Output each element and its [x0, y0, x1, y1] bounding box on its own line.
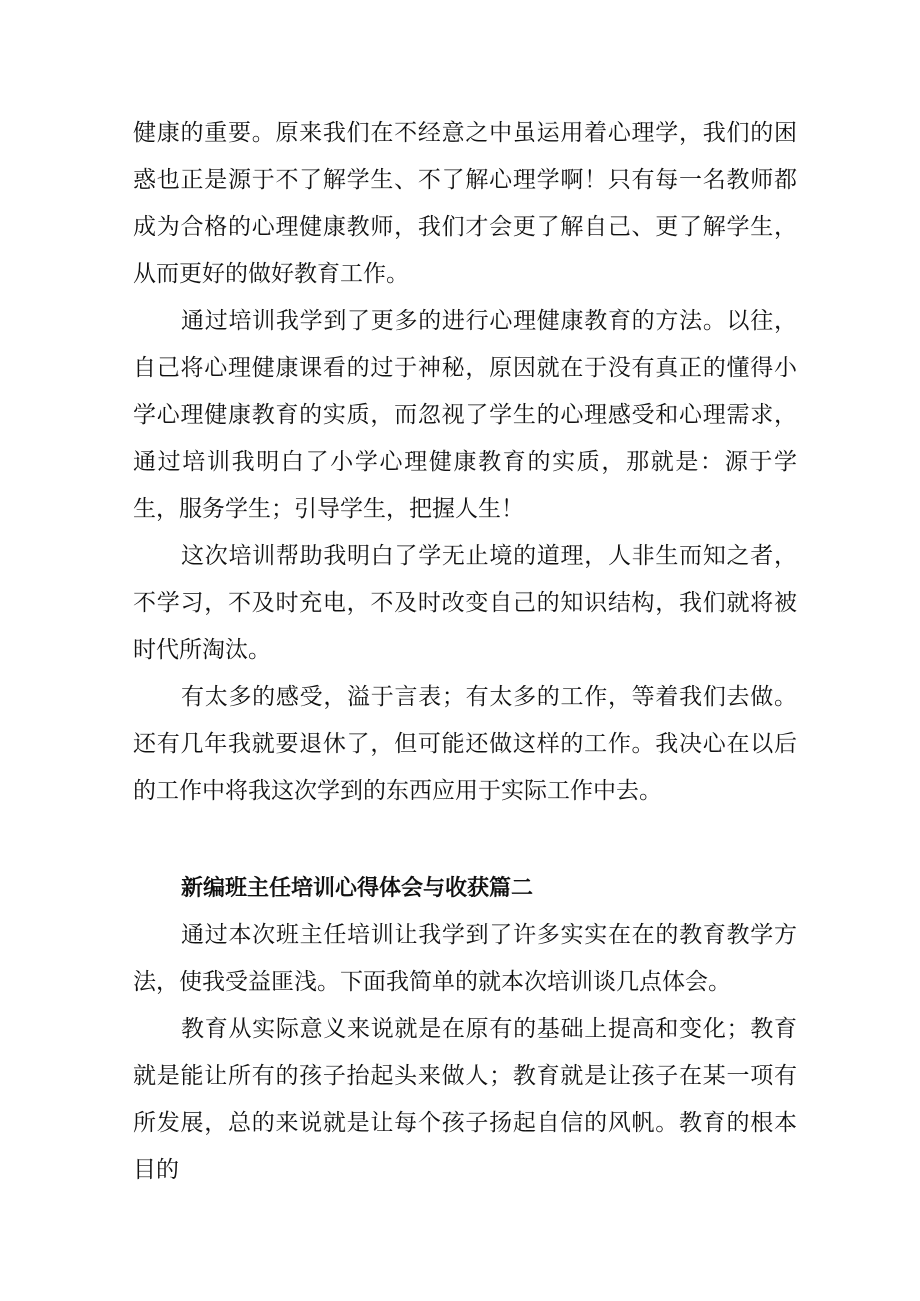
- paragraph-education-meaning: 教育从实际意义来说就是在原有的基础上提高和变化；教育就是能让所有的孩子抬起头来做人；教育就是让孩子在某一项有所发展，总的来说就是让每个孩子扬起自信的风帆。教育的根本目的: [133, 1016, 797, 1183]
- paragraph-training-methods: 通过培训我学到了更多的进行心理健康教育的方法。以往，自己将心理健康课看的过于神秘，原因就在于没有真正的懂得小学心理健康教育的实质，而忽视了学生的心理感受和心理需求，通过培训我明白了小学心理健康教育的实质，那就是：源于学生，服务学生；引导学生，把握人生！: [133, 308, 797, 522]
- document-body: [133, 110, 797, 1194]
- paragraph-training-intro: 通过本次班主任培训让我学到了许多实实在在的教育教学方法，使我受益匪浅。下面我简单的就本次培训谈几点体会。: [133, 922, 797, 995]
- section-spacer: [133, 815, 797, 865]
- paragraph-feelings: 有太多的感受，溢于言表；有太多的工作，等着我们去做。还有几年我就要退休了，但可能还做这样的工作。我决心在以后的工作中将我这次学到的东西应用于实际工作中去。: [133, 684, 797, 804]
- paragraph-continuation: 健康的重要。原来我们在不经意之中虽运用着心理学，我们的困惑也正是源于不了解学生、不了解心理学啊！只有每一名教师都成为合格的心理健康教师，我们才会更了解自己、更了解学生，从而更好的做好教育工作。: [133, 120, 797, 287]
- section-heading: 新编班主任培训心得体会与收获篇二: [181, 876, 534, 901]
- paragraph-lifelong-learning: 这次培训帮助我明白了学无止境的道理，人非生而知之者，不学习，不及时充电，不及时改变自己的知识结构，我们就将被时代所淘汰。: [133, 543, 797, 663]
